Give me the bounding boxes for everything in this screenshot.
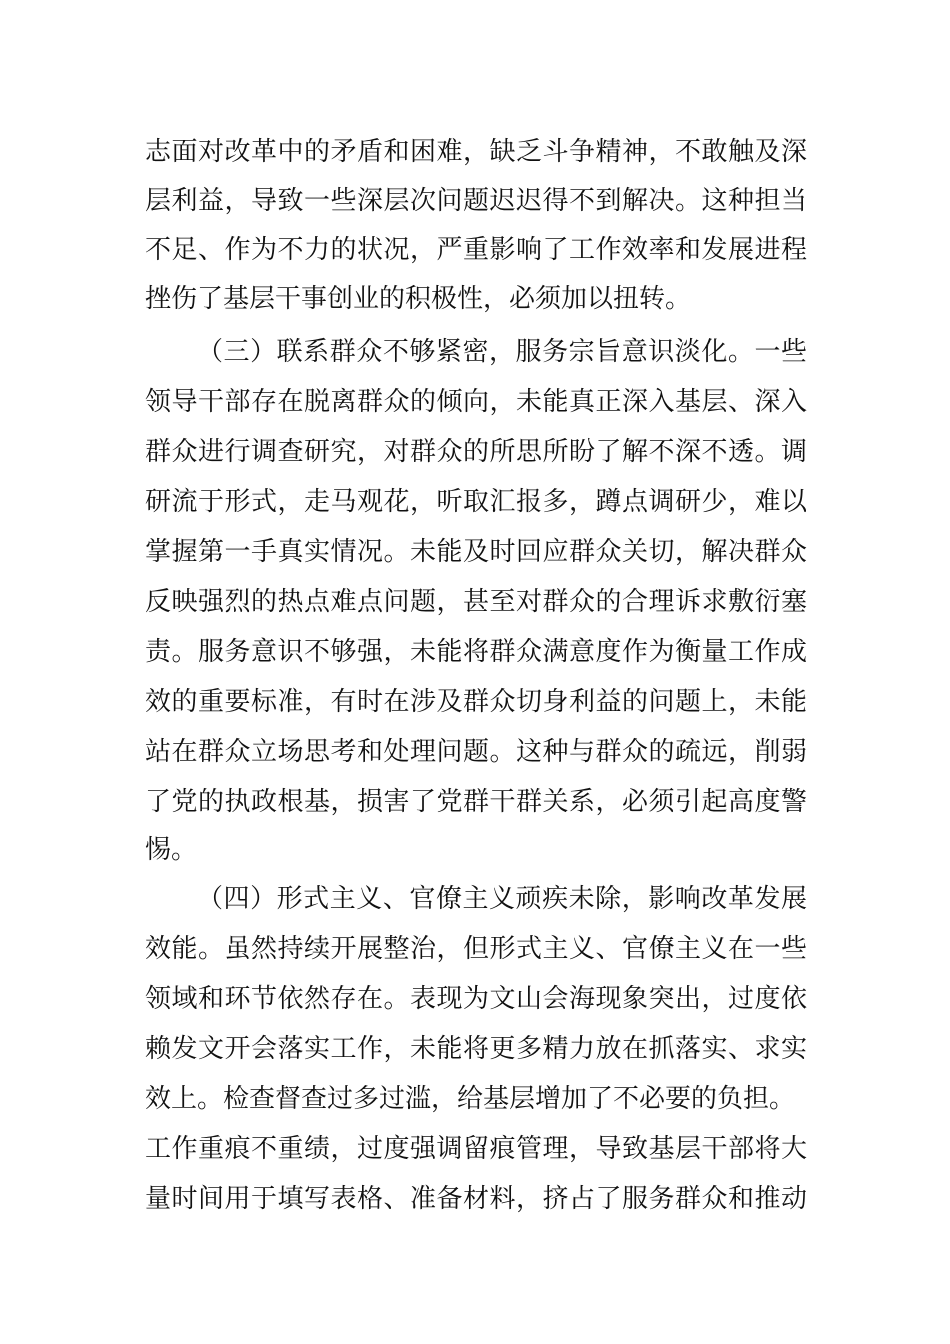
text-line: 责。服务意识不够强，未能将群众满意度作为衡量工作成 bbox=[145, 637, 807, 667]
text-line: 不足、作为不力的状况，严重影响了工作效率和发展进程 bbox=[145, 235, 807, 265]
text-line: 效上。检查督查过多过滥，给基层增加了不必要的负担。 bbox=[145, 1084, 796, 1114]
text-line: 量时间用于填写表格、准备材料，挤占了服务群众和推动 bbox=[145, 1184, 807, 1214]
text-line: 领导干部存在脱离群众的倾向，未能真正深入基层、深入 bbox=[145, 387, 807, 417]
text-line: 效的重要标准，有时在涉及群众切身利益的问题上，未能 bbox=[145, 687, 807, 717]
text-line: 反映强烈的热点难点问题，甚至对群众的合理诉求敷衍塞 bbox=[145, 587, 807, 617]
text-line: 群众进行调查研究，对群众的所思所盼了解不深不透。调 bbox=[145, 437, 807, 467]
text-line: 掌握第一手真实情况。未能及时回应群众关切，解决群众 bbox=[145, 537, 807, 567]
text-line: 效能。虽然持续开展整治，但形式主义、官僚主义在一些 bbox=[145, 934, 807, 964]
text-line: 惕。 bbox=[145, 835, 198, 865]
section-heading-3: （三）联系群众不够紧密，服务宗旨意识淡化。一些 bbox=[197, 337, 807, 367]
text-line: 研流于形式，走马观花，听取汇报多，蹲点调研少，难以 bbox=[145, 487, 807, 517]
text-line: 赖发文开会落实工作，未能将更多精力放在抓落实、求实 bbox=[145, 1034, 807, 1064]
text-line: 挫伤了基层干事创业的积极性，必须加以扭转。 bbox=[145, 284, 692, 314]
text-line: 了党的执政根基，损害了党群干群关系，必须引起高度警 bbox=[145, 787, 807, 817]
text-line: 领域和环节依然存在。表现为文山会海现象突出，过度依 bbox=[145, 984, 807, 1014]
text-line: 工作重痕不重绩，过度强调留痕管理，导致基层干部将大 bbox=[145, 1134, 807, 1164]
section-heading-4: （四）形式主义、官僚主义顽疾未除，影响改革发展 bbox=[197, 884, 807, 914]
text-line: 志面对改革中的矛盾和困难，缺乏斗争精神，不敢触及深 bbox=[145, 137, 807, 167]
text-line: 站在群众立场思考和处理问题。这种与群众的疏远，削弱 bbox=[145, 737, 807, 767]
text-line: 层利益，导致一些深层次问题迟迟得不到解决。这种担当 bbox=[145, 186, 807, 216]
